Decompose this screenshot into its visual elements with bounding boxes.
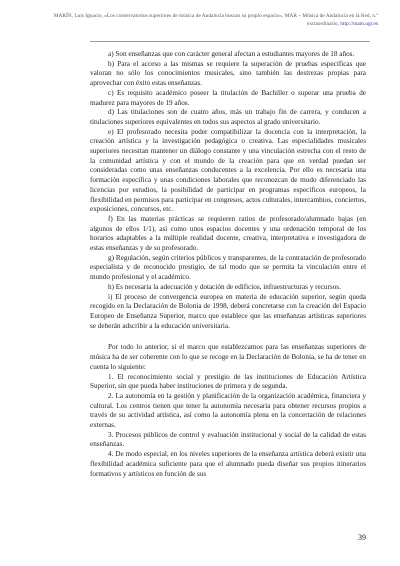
running-header (40, 13, 378, 28)
source-link[interactable]: http://mam.ugr.es (340, 20, 378, 27)
list-item-3: 3. Procesos públicos de control y evaluación institucional y social de la calidad de estas enseñanzas. (90, 430, 366, 449)
paragraph-e: e) El profesorado necesita poder compatibilizar la docencia con la interpretación, la creación artística y la investigación pedagógica o creativa. Las especialidades musicales superiores necesitan mantener un diálogo constante y una vinculación estrecha con el resto de la comunidad artística y con el mundo de la creación para que en verdad puedan ser consideradas como unas enseñanzas conducentes a la excelencia. Por ello es necesaria una formación específica y unas condiciones laborales que reconozcan de modo diferenciado las licencias por estudios, la posibilidad de participar en programas específicos europeos, la flexibilidad en permisos para participar en congresos, actos culturales, intercambios, conciertos, exposiciones, concursos, etc. (90, 127, 366, 214)
list-item-1: 1. El reconocimiento social y prestigio de las instituciones de Educación Artística Superior, sin que pueda haber instituciones de primera y de segunda. (90, 372, 366, 391)
paragraph-f: f) En las materias prácticas se requieren ratios de profesorado/alumnado bajas (en algunos de ellos 1/1), así como unos espacios docentes y una ordenación temporal de los horarios adaptables a la múltiple realidad docente, creativa, interpretativa e investigadora de estas enseñanzas y de su profesorado. (90, 214, 366, 253)
paragraph-h: h) Es necesaria la adecuación y dotación de edificios, infraestructuras y recursos. (108, 282, 341, 291)
paragraph-b: b) Para el acceso a las mismas se requiere la superación de pruebas específicas que valoran no sólo los conocimientos musicales, sino también las destrezas propias para aprovechar con éxito estas enseñanzas. (90, 59, 366, 88)
citation-text: MARÍN, Luis Ignacio, «Los conservatorios superiores de música de Andalucía buscan su propio espacio», MAR – Música de Andalucía en la Red, n.º extraordinario, (53, 13, 378, 27)
paragraph-i: i) El proceso de convergencia europea en materia de educación superior, según queda recogido en la Declaración de Bolonia de 1998, deberá concretarse con la creación del Espacio Europeo de Enseñanza Superior, marco que establece que las enseñanzas artísticas superiores se deberán adscribir a la educación universitaria. (90, 292, 366, 330)
paragraph-summary: Por todo lo anterior, si el marco que establezcamos para las enseñanzas superiores de música ha de ser coherente con lo que se recoge en la Declaración de Bolonia, se ha de tener en cuenta lo siguiente: (90, 343, 366, 371)
paragraph-c: c) Es requisito académico poseer la titulación de Bachiller o superar una prueba de madurez para mayores de 19 años. (90, 88, 366, 107)
paragraph-a: a) Son enseñanzas que con carácter general afectan a estudiantes mayores de 18 años. (108, 50, 355, 58)
paragraph-d: d) Las titulaciones son de cuatro años, más un trabajo fin de carrera, y conducen a titulaciones superiores equivalentes en todos sus aspectos al grado universitario. (90, 108, 366, 126)
paragraph-g: g) Regulación, según criterios públicos y transparentes, de la contratación de profesorado especialista y de reconocido prestigio, de tal modo que se permita la vinculación entre el mundo profesional y el académico. (90, 253, 366, 282)
list-item-4: 4. De modo especial, en los niveles superiores de la enseñanza artística deberá existir una flexibilidad académica suficiente para que el alumnado pueda diseñar sus propios itinerarios formativos y artísticos en función de sus (90, 450, 366, 478)
list-item-2: 2. La autonomía en la gestión y planificación de la organización académica, financiera y cultural. Los centros tienen que tener la autonomía necesaria para obtener recursos propios a través de su actividad artística, así como la autonomía plena en la concertación de relaciones externas. (90, 391, 366, 430)
page-number: 39 (358, 533, 366, 542)
document-body (90, 50, 366, 479)
header-divider (90, 41, 370, 42)
